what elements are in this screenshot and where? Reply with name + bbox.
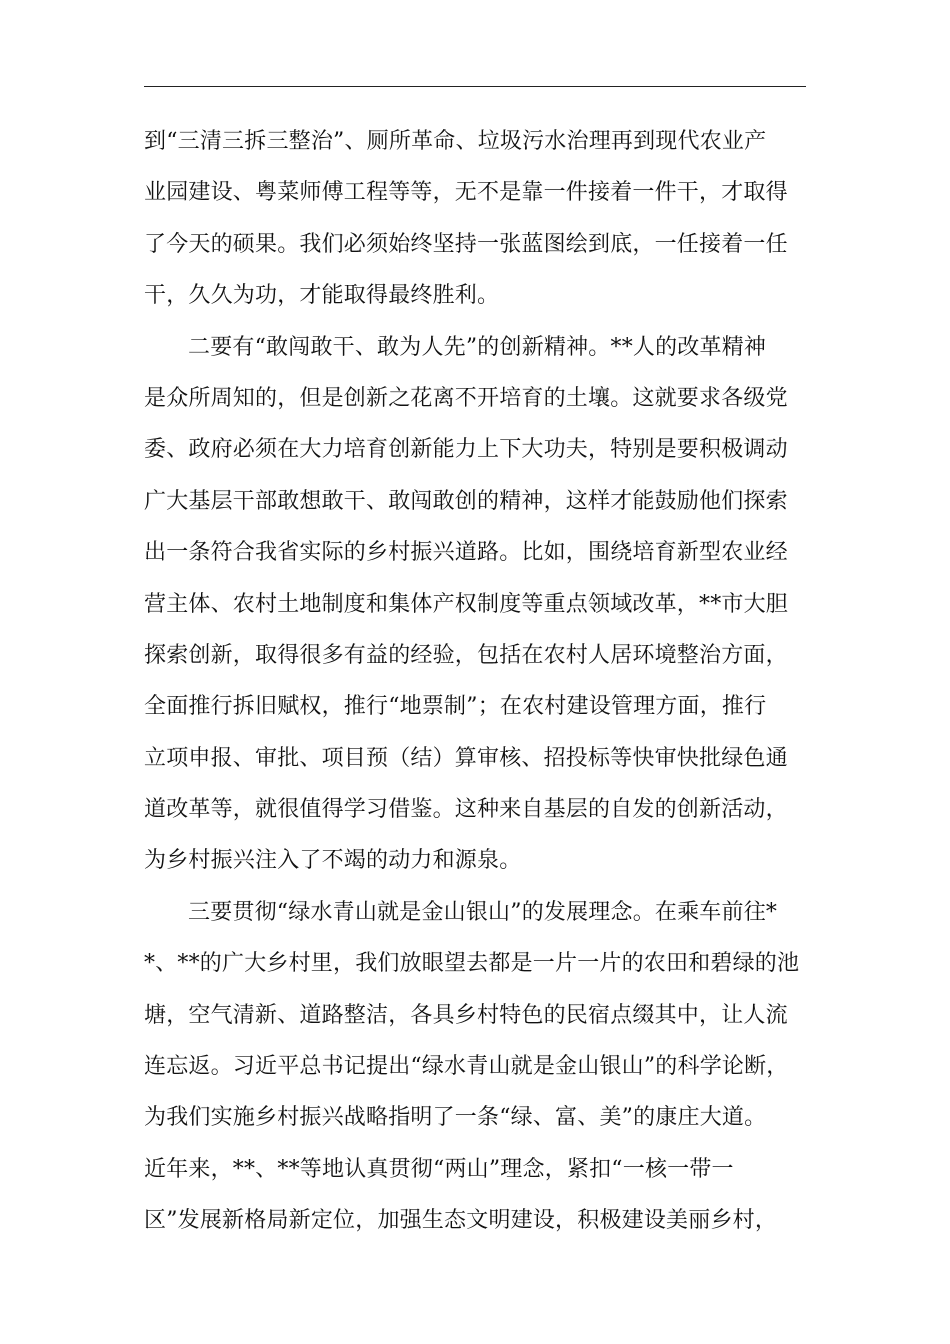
text-line: 探索创新，取得很多有益的经验，包括在农村人居环境整治方面， [144,642,788,668]
text-line: 到“三清三拆三整治”、厕所革命、垃圾污水治理再到现代农业产 [144,129,767,154]
text-line: 连忘返。习近平总书记提出“绿水青山就是金山银山”的科学论断， [144,1054,789,1080]
text-line: 是众所周知的，但是创新之花离不开培育的土壤。这就要求各级党 [144,385,788,411]
body-text [144,116,806,1247]
paragraph-start-line: 二要有“敢闯敢干、敢为人先”的创新精神。**人的改革精神 [188,334,767,360]
text-line: *、**的广大乡村里，我们放眼望去都是一片一片的农田和碧绿的池 [144,951,800,977]
text-line: 道改革等，就很值得学习借鉴。这种来自基层的自发的创新活动， [144,797,788,823]
paragraph-start-line: 三要贯彻“绿水青山就是金山银山”的发展理念。在乘车前往* [188,899,778,925]
text-line: 业园建设、粤菜师傅工程等等，无不是靠一件接着一件干，才取得 [144,180,788,206]
text-line: 近年来，**、**等地认真贯彻“两山”理念，紧扣“一核一带一 [144,1156,734,1182]
text-line: 为乡村振兴注入了不竭的动力和源泉。 [144,848,522,874]
text-line: 出一条符合我省实际的乡村振兴道路。比如，围绕培育新型农业经 [144,540,788,566]
text-line: 营主体、农村土地制度和集体产权制度等重点领域改革，**市大胆 [144,591,789,617]
text-line: 立项申报、审批、项目预（结）算审核、招投标等快审快批绿色通 [144,745,788,771]
text-line: 干，久久为功，才能取得最终胜利。 [144,283,500,309]
text-line: 全面推行拆旧赋权，推行“地票制”；在农村建设管理方面，推行 [144,694,767,720]
text-line: 委、政府必须在大力培育创新能力上下大功夫，特别是要积极调动 [144,437,788,463]
text-line: 为我们实施乡村振兴战略指明了一条“绿、富、美”的康庄大道。 [144,1105,767,1131]
text-line: 塘，空气清新、道路整洁，各具乡村特色的民宿点缀其中，让人流 [144,1002,788,1028]
text-line: 区”发展新格局新定位，加强生态文明建设，积极建设美丽乡村， [144,1208,778,1234]
header-rule [144,86,806,87]
text-line: 广大基层干部敢想敢干、敢闯敢创的精神，这样才能鼓励他们探索 [144,488,788,514]
text-line: 了今天的硕果。我们必须始终坚持一张蓝图绘到底，一任接着一任 [144,231,788,257]
